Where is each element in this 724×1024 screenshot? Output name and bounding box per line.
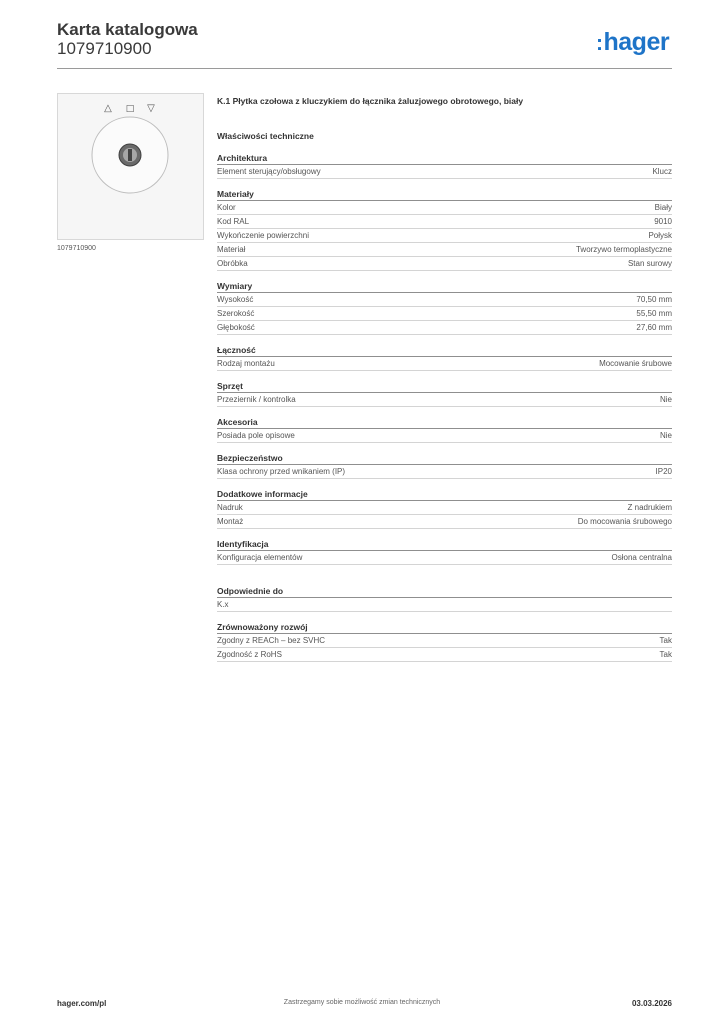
product-image	[57, 93, 204, 240]
up-arrow-symbol: △	[104, 103, 112, 114]
spec-label: Przeziernik / kontrolka	[217, 395, 296, 404]
spec-content	[217, 94, 672, 671]
spec-value: Tak	[659, 650, 672, 659]
spec-label: Kolor	[217, 203, 236, 212]
footer-disclaimer: Zastrzegamy sobie możliwość zmian technicznych	[283, 999, 441, 1006]
spec-row	[217, 201, 672, 215]
spec-label: Montaż	[217, 517, 244, 526]
spec-label: K.x	[217, 600, 229, 609]
spec-section	[217, 538, 672, 565]
spec-row	[217, 598, 672, 612]
spec-value: 27,60 mm	[636, 323, 672, 332]
section-title: Zrównoważony rozwój	[217, 621, 672, 634]
spec-row	[217, 648, 672, 662]
spec-row	[217, 293, 672, 307]
spec-row	[217, 307, 672, 321]
spec-value: Nie	[659, 395, 672, 404]
spec-section	[217, 152, 672, 179]
section-title: Wymiary	[217, 280, 672, 293]
spec-row	[217, 551, 672, 565]
technical-sections	[217, 152, 672, 565]
spec-section	[217, 488, 672, 529]
spec-value: Tworzywo termoplastyczne	[575, 245, 672, 254]
section-title: Akcesoria	[217, 416, 672, 429]
spec-row	[217, 165, 672, 179]
sustainability-section	[217, 621, 672, 662]
catalog-number: 1079710900	[57, 39, 152, 58]
spec-section	[217, 188, 672, 271]
spec-value: Do mocowania śrubowego	[577, 517, 672, 526]
down-arrow-symbol: ▽	[147, 103, 155, 114]
spec-section	[217, 380, 672, 407]
footer-date: 03.03.2026	[631, 999, 672, 1008]
spec-value: 55,50 mm	[636, 309, 672, 318]
spec-row	[217, 515, 672, 529]
spec-label: Wysokość	[217, 295, 254, 304]
compatible-section	[217, 585, 672, 612]
spec-section	[217, 452, 672, 479]
spec-section	[217, 344, 672, 371]
section-title: Architektura	[217, 152, 672, 165]
section-title: Dodatkowe informacje	[217, 488, 672, 501]
section-title: Bezpieczeństwo	[217, 452, 672, 465]
spec-row	[217, 257, 672, 271]
spec-value: Biały	[654, 203, 672, 212]
hager-logo: :hager	[596, 28, 670, 56]
spec-row	[217, 321, 672, 335]
spec-label: Rodzaj montażu	[217, 359, 275, 368]
spec-label: Obróbka	[217, 259, 248, 268]
spec-value: Klucz	[652, 167, 672, 176]
footer-website-link[interactable]: hager.com/pl	[57, 999, 107, 1008]
spec-value: 70,50 mm	[636, 295, 672, 304]
spec-row	[217, 465, 672, 479]
stop-symbol: □	[125, 104, 135, 114]
product-name: K.1 Płytka czołowa z kluczykiem do łącznika żaluzjowego obrotowego, biały	[217, 96, 524, 106]
spec-row	[217, 393, 672, 407]
section-title: Łączność	[217, 344, 672, 357]
spec-row	[217, 357, 672, 371]
spec-row	[217, 501, 672, 515]
spec-label: Wykończenie powierzchni	[217, 231, 309, 240]
spec-label: Materiał	[217, 245, 246, 254]
spec-label: Zgodność z RoHS	[217, 650, 282, 659]
spec-value: Połysk	[648, 231, 672, 240]
spec-label: Nadruk	[217, 503, 243, 512]
spec-row	[217, 243, 672, 257]
section-title: Odpowiednie do	[217, 585, 672, 598]
spec-section	[217, 416, 672, 443]
spec-label: Konfiguracja elementów	[217, 553, 303, 562]
spec-value: 9010	[654, 217, 672, 226]
logo-text: hager	[603, 28, 670, 56]
spec-value: Mocowanie śrubowe	[599, 359, 672, 368]
spec-row	[217, 634, 672, 648]
spec-label: Klasa ochrony przed wnikaniem (IP)	[217, 467, 346, 476]
section-title: Materiały	[217, 188, 672, 201]
spec-label: Zgodny z REACh – bez SVHC	[217, 636, 326, 645]
spec-value: Stan surowy	[627, 259, 672, 268]
technical-properties-title: Właściwości techniczne	[217, 131, 314, 141]
spec-label: Element sterujący/obsługowy	[217, 167, 321, 176]
page-title: Karta katalogowa	[57, 20, 198, 39]
product-image-caption: 1079710900	[57, 245, 96, 252]
spec-value: Nie	[659, 431, 672, 440]
spec-label: Szerokość	[217, 309, 255, 318]
spec-value: Z nadrukiem	[627, 503, 672, 512]
spec-value: Osłona centralna	[611, 553, 672, 562]
spec-row	[217, 215, 672, 229]
spec-value: Tak	[659, 636, 672, 645]
spec-value: IP20	[655, 467, 672, 476]
spec-label: Posiada pole opisowe	[217, 431, 295, 440]
spec-row	[217, 229, 672, 243]
spec-label: Kod RAL	[217, 217, 250, 226]
roller-shutter-key-switch-icon	[58, 94, 203, 239]
spec-section	[217, 280, 672, 335]
section-title: Identyfikacja	[217, 538, 672, 551]
section-title: Sprzęt	[217, 380, 672, 393]
spec-row	[217, 429, 672, 443]
spec-label: Głębokość	[217, 323, 255, 332]
header-divider	[57, 68, 672, 69]
